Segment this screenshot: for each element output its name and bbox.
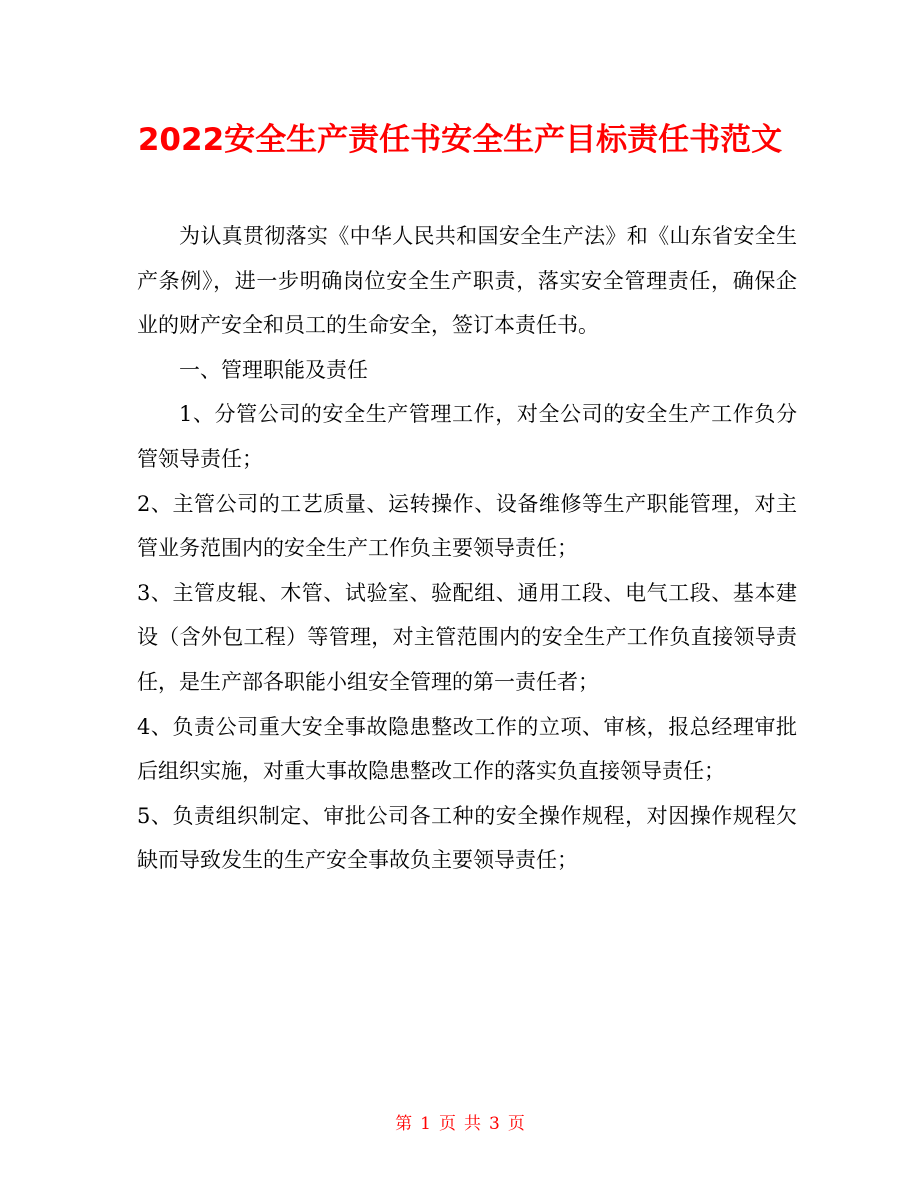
document-body [137,214,797,883]
section-heading: 一、管理职能及责任 [179,357,368,382]
paragraph-intro: 为认真贯彻落实《中华人民共和国安全生产法》和《山东省安全生产条例》，进一步明确岗位安全生产职责，落实安全管理责任，确保企业的财产安全和员工的生命安全，签订本责任书。 [137,224,797,338]
footer-page-word: 页 [439,1114,456,1134]
list-item-1: 1、分管公司的安全生产管理工作，对全公司的安全生产工作负分管领导责任； [137,402,797,471]
document-title: 2022安全生产责任书安全生产目标责任书范文 [137,122,783,158]
footer-total-suffix: 页 [507,1114,525,1134]
footer-total-prefix: 共 [464,1114,481,1134]
footer-current-page: 1 [420,1114,431,1134]
footer-page-prefix: 第 [395,1114,413,1134]
page-footer [0,1113,920,1135]
list-item-3: 3、主管皮辊、木管、试验室、验配组、通用工段、电气工段、基本建设（含外包工程）等管理，对主管范围内的安全生产工作负直接领导责任，是生产部各职能小组安全管理的第一责任者； [137,580,797,694]
list-item-4: 4、负责公司重大安全事故隐患整改工作的立项、审核，报总经理审批后组织实施，对重大事故隐患整改工作的落实负直接领导责任； [137,714,797,784]
list-item-2: 2、主管公司的工艺质量、运转操作、设备维修等生产职能管理，对主管业务范围内的安全生产工作负主要领导责任； [137,491,797,561]
footer-total-pages: 3 [489,1114,500,1134]
list-item-5: 5、负责组织制定、审批公司各工种的安全操作规程，对因操作规程欠缺而导致发生的生产安全事故负主要领导责任； [137,803,797,873]
